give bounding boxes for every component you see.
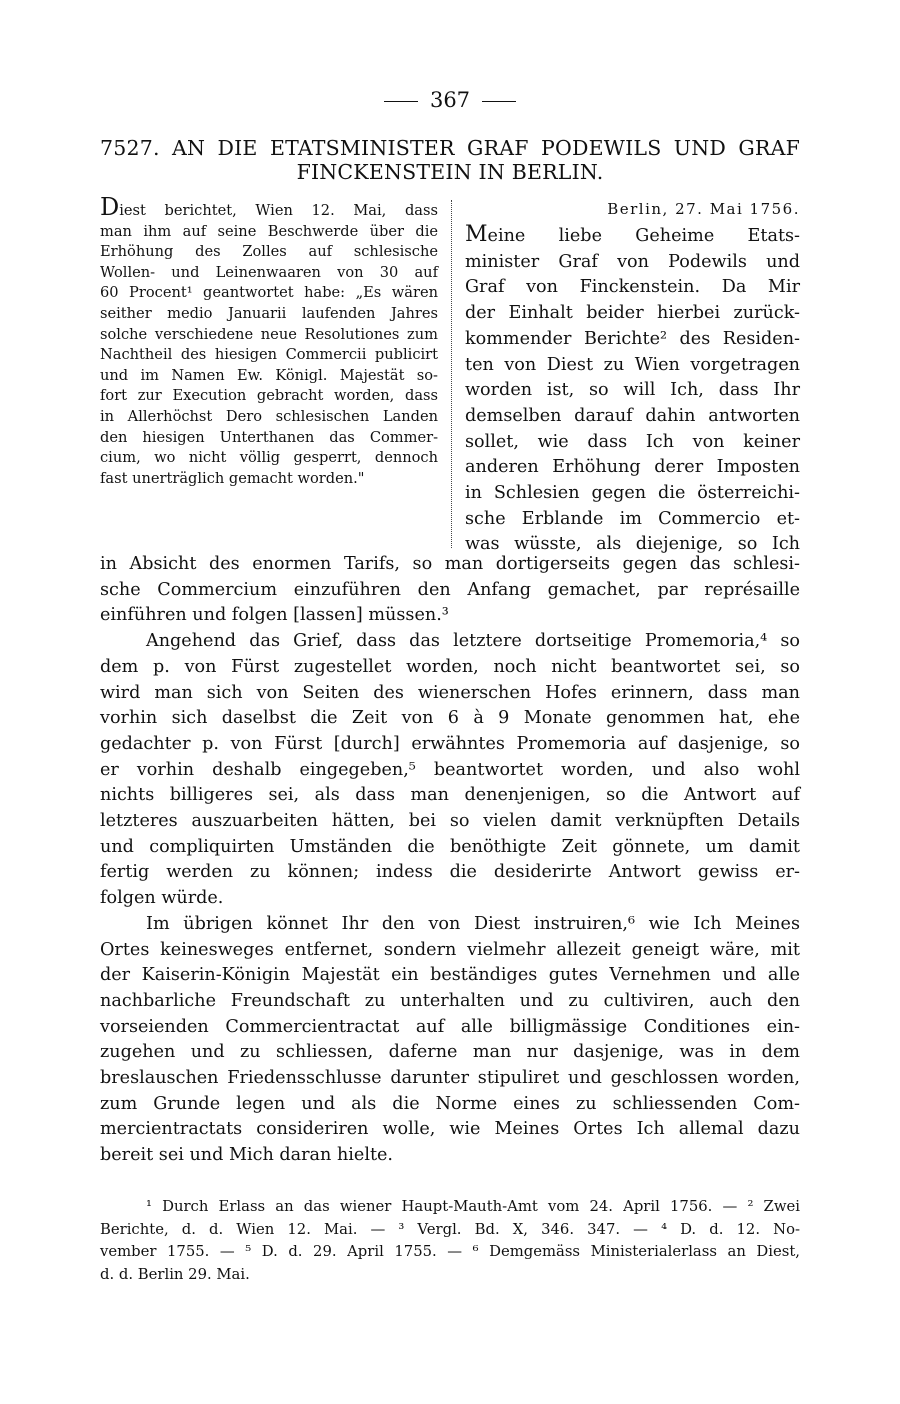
summary-line: Nachtheil des hiesigen Commercii publicirt [100,346,438,364]
summary-line: Wollen- und Leinenwaaren von 30 auf [100,263,438,281]
summary-line: und im Namen Ew. Königl. Majestät so- [100,366,438,384]
letter-line: Graf von Finckenstein. Da Mir [465,277,800,298]
body-line: folgen würde. [100,888,224,909]
body-line: vorseienden Commercientractat auf alle billigmässige Conditiones ein- [100,1016,800,1037]
letter-body [100,552,800,1169]
letter-line: minister Graf von Podewils und [465,251,800,272]
body-line: vorhin sich daselbst die Zeit von 6 à 9 Monate genommen hat, ehe [100,708,800,729]
left-dash [384,101,418,102]
summary-line: Erhöhung des Zolles auf schlesische [100,243,438,261]
body-line: dem p. von Fürst zugestellet worden, noch nicht beantwortet sei, so [100,656,800,677]
letter-column [465,222,800,558]
dateline: Berlin, 27. Mai 1756. [607,200,800,218]
footnotes [100,1196,800,1286]
letter-line: in Schlesien gegen die österreichi- [465,483,800,504]
body-line: Angehend das Grief, dass das letztere dortseitige Promemoria,⁴ so [146,631,800,652]
body-line: breslauschen Friedensschlusse darunter stipuliret und geschlossen worden, [100,1068,800,1089]
heading-line-2: FINCKENSTEIN IN BERLIN. [296,160,604,184]
summary-line: fast unerträglich gemacht worden." [100,469,365,487]
letter-line: der Einhalt beider hierbei zurück- [465,303,800,324]
document-heading [100,136,800,184]
body-line: mercientractats consideriren wolle, wie Meines Ortes Ich allemal dazu [100,1119,800,1140]
summary-line: solche verschiedene neue Resolutiones zum [100,325,438,343]
letter-line: kommender Berichte² des Residen- [465,328,800,349]
summary-line: in Allerhöchst Dero schlesischen Landen [100,407,438,425]
body-line: sche Commercium einzuführen den Anfang gemachet, par représaille [100,579,800,600]
letter-line [465,222,800,250]
body-line: einführen und folgen [lassen] müssen.³ [100,605,449,626]
summary-line: seither medio Januarii laufenden Jahres [100,304,438,322]
body-line: nichts billigeres sei, als dass man denenjenigen, so die Antwort auf [100,785,800,806]
letter-line: anderen Erhöhung derer Imposten [465,457,800,478]
body-line: und compliquirten Umständen die benöthigte Zeit gönnete, um damit [100,836,800,857]
column-divider [451,200,452,548]
body-line: bereit sei und Mich daran hielte. [100,1145,394,1166]
body-line: zum Grunde legen und als die Norme eines zu schliessenden Com- [100,1093,800,1114]
summary-line: fort zur Execution gebracht worden, dass [100,387,438,405]
letter-line: sollet, wie dass Ich von keiner [465,431,800,452]
drop-cap: M [465,222,488,247]
letter-line: worden ist, so will Ich, dass Ihr [465,380,800,401]
line-text: iest berichtet, Wien 12. Mai, dass [119,202,438,219]
summary-line: man ihm auf seine Beschwerde über die [100,222,438,240]
line-text: eine liebe Geheime Etats- [487,226,800,246]
summary-line [100,193,438,222]
footnote-line: vember 1755. — ⁵ D. d. 29. April 1755. — ⁶ Demgemäss Ministerialerlass an Diest, [100,1243,800,1260]
page-number: 367 [0,88,900,112]
right-dash [482,101,516,102]
summary-line: cium, wo nicht völlig gesperrt, dennoch [100,449,438,467]
body-line: fertig werden zu können; indess die desiderirte Antwort gewiss er- [100,862,800,883]
footnote-line: d. d. Berlin 29. Mai. [100,1265,250,1283]
body-line: gedachter p. von Fürst [durch] erwähntes Promemoria auf dasjenige, so [100,733,800,754]
body-line: zugehen und zu schliessen, daferne man nur dasjenige, was in dem [100,1042,800,1063]
letter-line: sche Erblande im Commercio et- [465,508,800,529]
body-line: der Kaiserin-Königin Majestät ein beständiges gutes Vernehmen und alle [100,965,800,986]
summary-column [100,193,438,489]
footnote-line: Berichte, d. d. Wien 12. Mai. — ³ Vergl. Bd. X, 346. 347. — ⁴ D. d. 12. No- [100,1220,800,1238]
body-line: Im übrigen könnet Ihr den von Diest instruiren,⁶ wie Ich Meines [146,913,800,934]
body-line: wird man sich von Seiten des wienerschen Hofes erinnern, dass man [100,682,800,703]
letter-line: ten von Diest zu Wien vorgetragen [465,354,800,375]
summary-line: 60 Procent¹ geantwortet habe: „Es wären [100,284,438,302]
body-line: nachbarliche Freundschaft zu unterhalten und zu cultiviren, auch den [100,990,800,1011]
heading-line-1: 7527. AN DIE ETATSMINISTER GRAF PODEWILS UND GRAF [100,136,800,160]
body-line: Ortes keinesweges entfernet, sondern vielmehr allezeit geneigt wäre, mit [100,939,800,960]
letter-line: demselben darauf dahin antworten [465,405,800,426]
body-line: in Absicht des enormen Tarifs, so man dortigerseits gegen das schlesi- [100,554,800,574]
summary-line: den hiesigen Unterthanen das Commer- [100,428,438,446]
body-line: letzteres auszuarbeiten hätten, bei so vielen damit verknüpften Details [100,811,800,832]
body-line: er vorhin deshalb eingegeben,⁵ beantwortet worden, und also wohl [100,759,800,780]
letter-line: was wüsste, als diejenige, so Ich [465,534,800,555]
drop-cap: D [100,193,120,221]
footnote-line: ¹ Durch Erlass an das wiener Haupt-Mauth-Amt vom 24. April 1756. — ² Zwei [146,1198,800,1215]
